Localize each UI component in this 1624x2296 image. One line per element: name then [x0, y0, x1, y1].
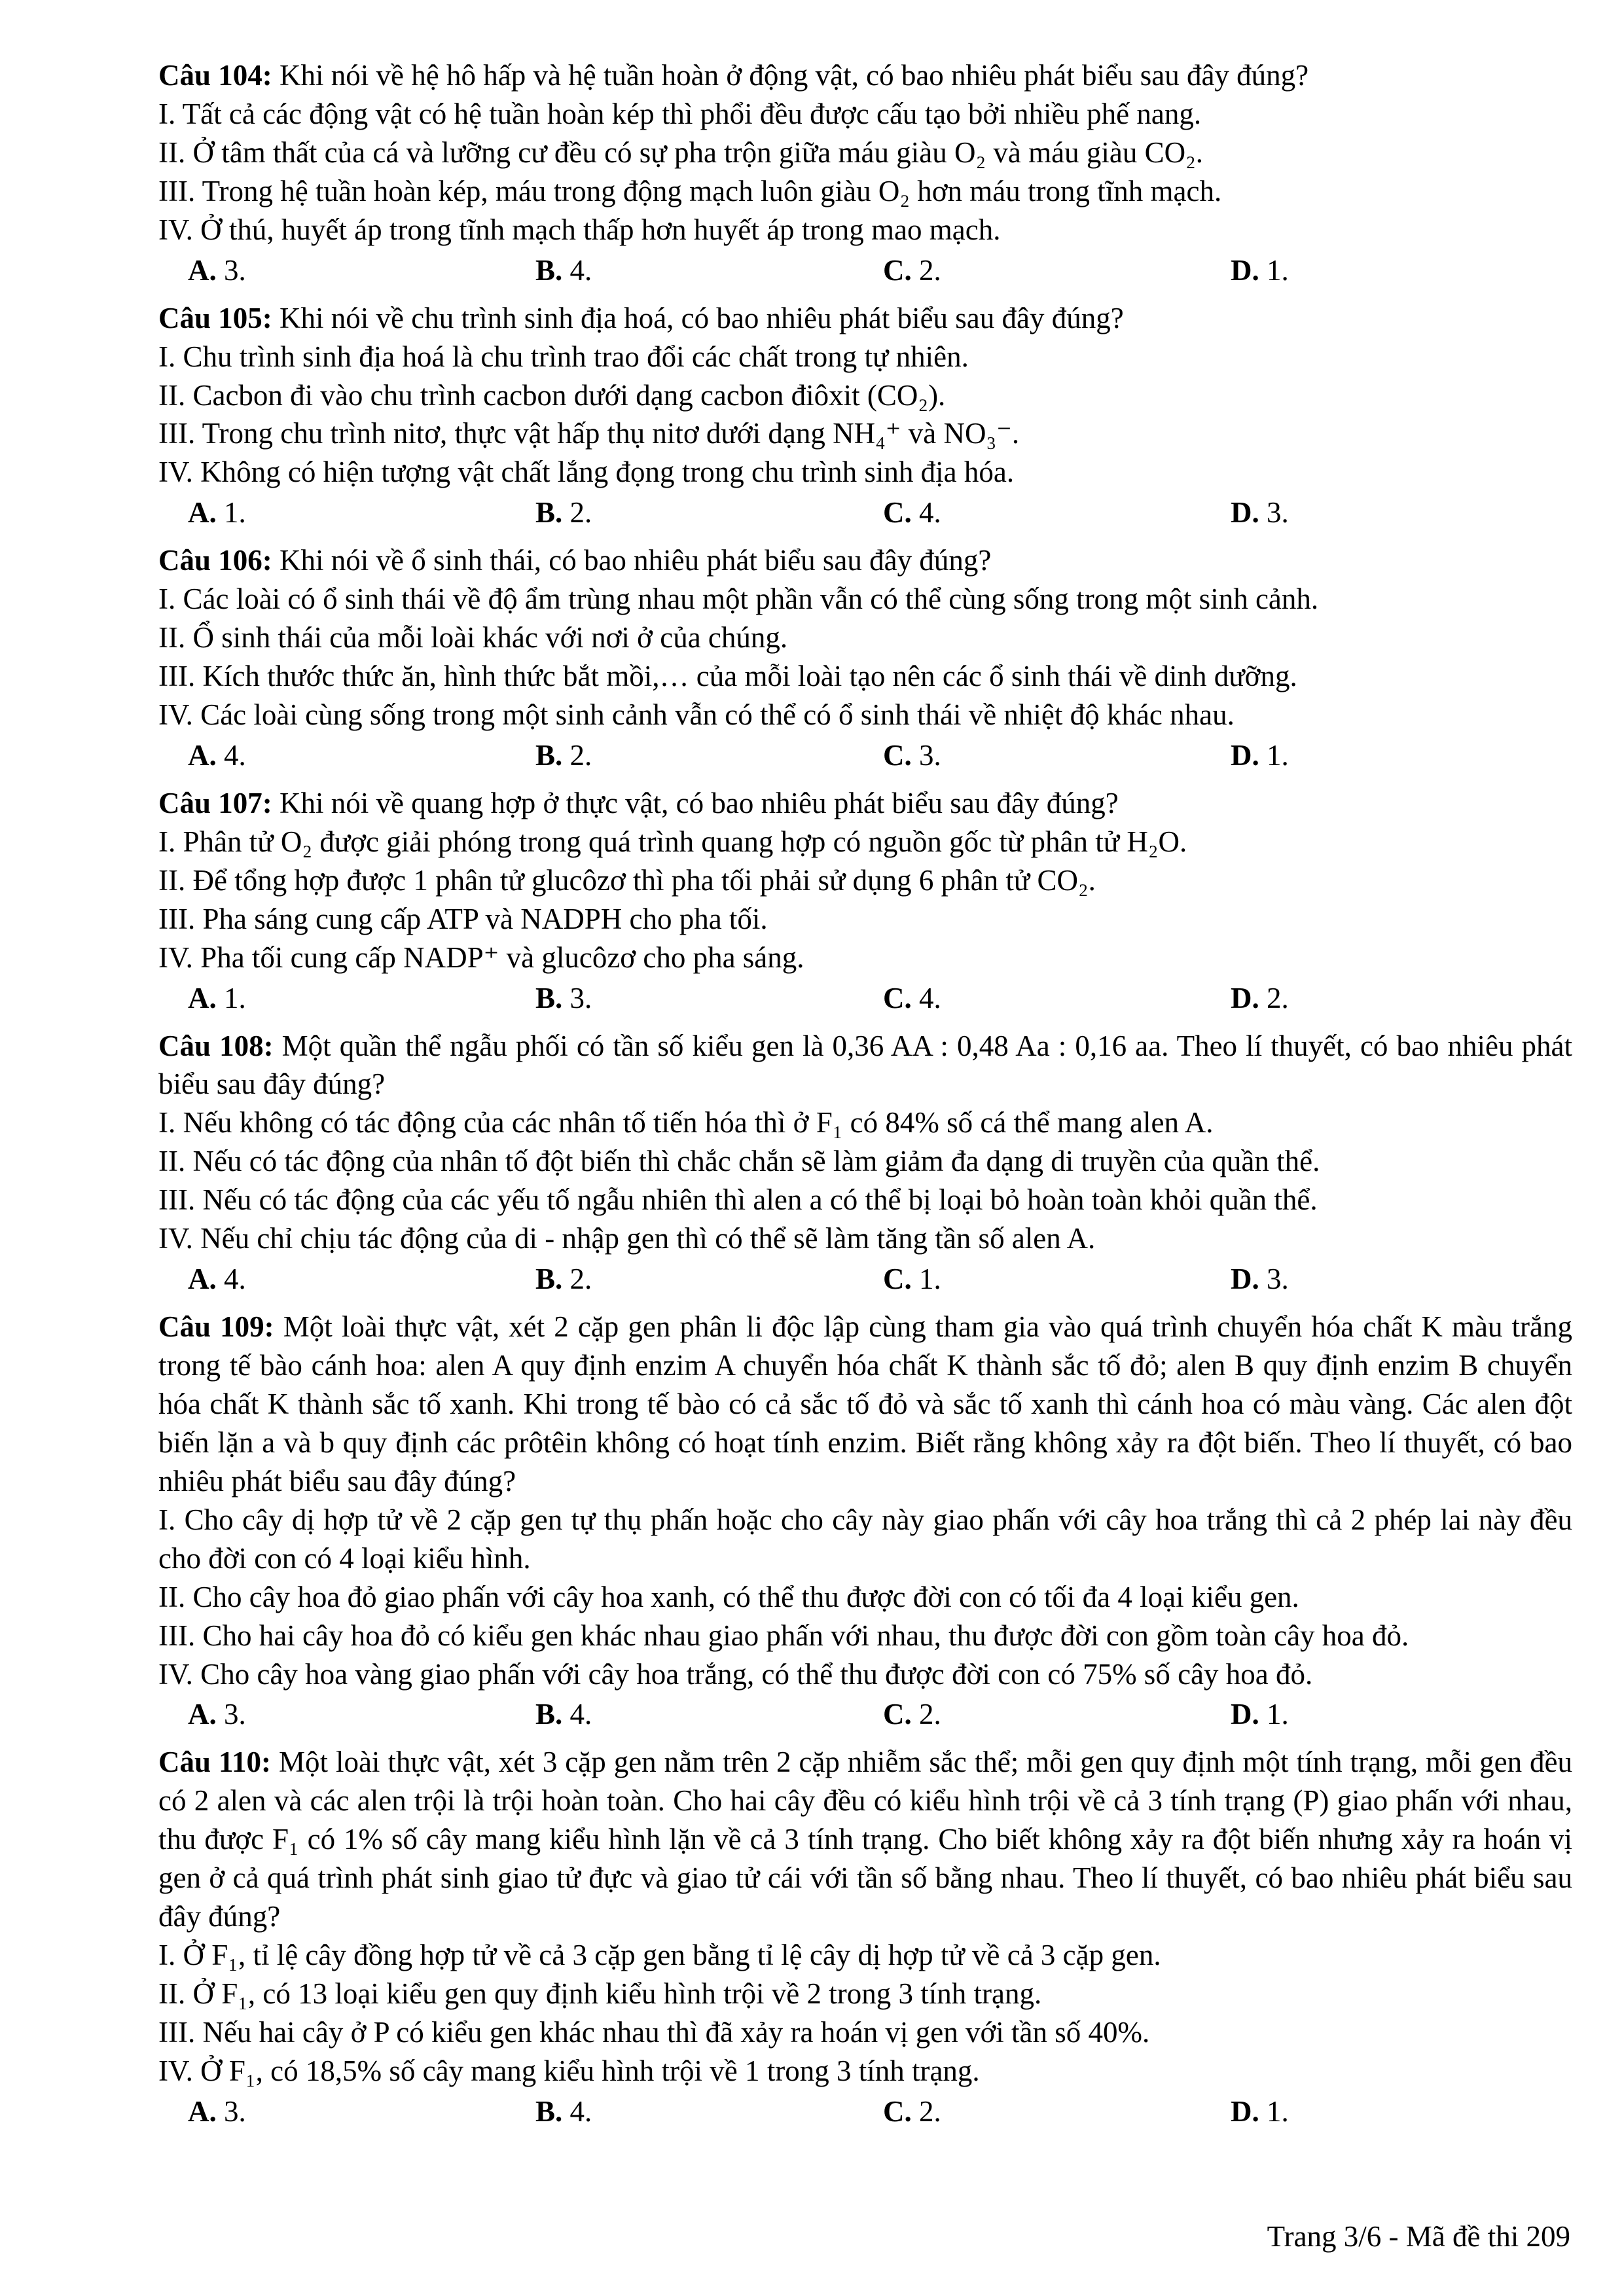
option-value: 4. — [919, 496, 941, 529]
option-value: 4. — [224, 1263, 246, 1296]
option-letter: A. — [188, 981, 217, 1014]
answer-options-row — [158, 1260, 1572, 1299]
statement-2: II. Ổ sinh thái của mỗi loài khác với nơi ở của chúng. — [158, 621, 788, 655]
answer-option-d — [1231, 251, 1492, 290]
statement-3: III. Nếu có tác động của các yếu tố ngẫu nhiên thì alen a có thể bị loại bỏ hoàn toàn khỏi quần thể. — [158, 1183, 1318, 1217]
option-letter: C. — [883, 253, 912, 287]
exam-content — [158, 56, 1572, 2140]
question-number: Câu 107: — [158, 786, 272, 819]
option-value: 1. — [224, 981, 246, 1014]
statement-1: I. Cho cây dị hợp tử về 2 cặp gen tự thụ phấn hoặc cho cây này giao phấn với cây hoa trắng thì cả 2 phép lai này đều cho đời con có 4 loại kiểu hình. — [158, 1503, 1572, 1575]
option-letter: B. — [535, 2094, 563, 2128]
question-109 — [158, 1308, 1572, 1734]
option-value: 1. — [1267, 1698, 1289, 1731]
option-letter: D. — [1231, 496, 1259, 529]
statement-2: II. Cho cây hoa đỏ giao phấn với cây hoa xanh, có thể thu được đời con có tối đa 4 loại kiểu gen. — [158, 1580, 1299, 1613]
question-body: Khi nói về ổ sinh thái, có bao nhiêu phát biểu sau đây đúng? — [280, 544, 992, 577]
question-number: Câu 105: — [158, 301, 272, 334]
question-text — [158, 541, 1572, 580]
question-110 — [158, 1743, 1572, 2130]
option-value: 3. — [919, 738, 941, 772]
option-value: 2. — [919, 1698, 941, 1731]
page-footer: Trang 3/6 - Mã đề thi 209 — [1267, 2220, 1570, 2253]
statement-2: II. Để tổng hợp được 1 phân tử glucôzơ thì pha tối phải sử dụng 6 phân tử CO₂. — [158, 863, 1096, 897]
statement-3: III. Trong hệ tuần hoàn kép, máu trong động mạch luôn giàu O₂ hơn máu trong tĩnh mạch. — [158, 174, 1222, 207]
option-value: 2. — [569, 738, 592, 772]
option-letter: D. — [1231, 253, 1259, 287]
answer-option-d — [1231, 1260, 1492, 1299]
option-letter: B. — [535, 981, 563, 1014]
question-body: Một quần thể ngẫu phối có tần số kiểu gen là 0,36 AA : 0,48 Aa : 0,16 aa. Theo lí thuyết, có bao nhiêu phát biểu sau đây đúng? — [158, 1029, 1572, 1101]
option-letter: C. — [883, 981, 912, 1014]
option-value: 2. — [569, 1263, 592, 1296]
statement-4: IV. Các loài cùng sống trong một sinh cảnh vẫn có thể có ổ sinh thái về nhiệt độ khác nhau. — [158, 698, 1235, 731]
statement-1: I. Chu trình sinh địa hoá là chu trình trao đổi các chất trong tự nhiên. — [158, 340, 969, 373]
question-text — [158, 299, 1572, 338]
option-letter: A. — [188, 738, 217, 772]
answer-options-row — [158, 251, 1572, 290]
option-value: 4. — [224, 738, 246, 772]
statement-1: I. Ở F₁, tỉ lệ cây đồng hợp tử về cả 3 cặp gen bằng tỉ lệ cây dị hợp tử về cả 3 cặp gen. — [158, 1939, 1161, 1972]
answer-option-b — [535, 736, 883, 775]
option-letter: D. — [1231, 2094, 1259, 2128]
option-letter: A. — [188, 2094, 217, 2128]
statement-2: II. Nếu có tác động của nhân tố đột biến thì chắc chắn sẽ làm giảm đa dạng di truyền của quần thể. — [158, 1145, 1320, 1178]
answer-options-row — [158, 736, 1572, 775]
question-text — [158, 1308, 1572, 1501]
answer-option-d — [1231, 2092, 1492, 2131]
option-letter: B. — [535, 738, 563, 772]
statement-4: IV. Ở thú, huyết áp trong tĩnh mạch thấp hơn huyết áp trong mao mạch. — [158, 213, 1001, 246]
answer-option-d — [1231, 1695, 1492, 1734]
answer-options-row — [158, 979, 1572, 1018]
question-text — [158, 1027, 1572, 1104]
option-value: 4. — [919, 981, 941, 1014]
answer-option-c — [883, 493, 1231, 532]
option-value: 3. — [1267, 496, 1289, 529]
answer-option-d — [1231, 736, 1492, 775]
statement-4: IV. Pha tối cung cấp NADP⁺ và glucôzơ cho pha sáng. — [158, 941, 804, 974]
answer-option-a — [188, 979, 535, 1018]
question-105 — [158, 299, 1572, 533]
answer-option-d — [1231, 493, 1492, 532]
answer-option-b — [535, 2092, 883, 2131]
question-text — [158, 1743, 1572, 1936]
question-body: Khi nói về chu trình sinh địa hoá, có bao nhiêu phát biểu sau đây đúng? — [280, 301, 1124, 334]
option-value: 2. — [919, 253, 941, 287]
question-body: Khi nói về hệ hô hấp và hệ tuần hoàn ở động vật, có bao nhiêu phát biểu sau đây đúng? — [280, 59, 1309, 92]
statement-3: III. Pha sáng cung cấp ATP và NADPH cho pha tối. — [158, 902, 768, 935]
answer-options-row — [158, 493, 1572, 532]
answer-option-c — [883, 736, 1231, 775]
option-letter: A. — [188, 1263, 217, 1296]
option-value: 3. — [224, 253, 246, 287]
statement-2: II. Ở tâm thất của cá và lưỡng cư đều có sự pha trộn giữa máu giàu O₂ và máu giàu CO₂. — [158, 135, 1204, 169]
answer-option-c — [883, 2092, 1231, 2131]
option-letter: B. — [535, 1263, 563, 1296]
option-value: 1. — [919, 1263, 941, 1296]
option-value: 1. — [1267, 738, 1289, 772]
option-value: 4. — [569, 253, 592, 287]
statement-1: I. Các loài có ổ sinh thái về độ ẩm trùng nhau một phần vẫn có thể cùng sống trong một sinh cảnh. — [158, 583, 1319, 616]
option-letter: D. — [1231, 1263, 1259, 1296]
option-letter: D. — [1231, 981, 1259, 1014]
question-number: Câu 108: — [158, 1029, 274, 1062]
answer-option-a — [188, 736, 535, 775]
question-body: Khi nói về quang hợp ở thực vật, có bao nhiêu phát biểu sau đây đúng? — [280, 786, 1119, 819]
option-value: 4. — [569, 2094, 592, 2128]
statement-1: I. Tất cả các động vật có hệ tuần hoàn kép thì phổi đều được cấu tạo bởi nhiều phế nang. — [158, 97, 1202, 130]
question-number: Câu 109: — [158, 1310, 274, 1344]
answer-option-a — [188, 493, 535, 532]
statement-2: II. Cacbon đi vào chu trình cacbon dưới dạng cacbon điôxit (CO₂). — [158, 378, 946, 412]
statement-4: IV. Ở F₁, có 18,5% số cây mang kiểu hình trội về 1 trong 3 tính trạng. — [158, 2054, 980, 2087]
option-letter: B. — [535, 1698, 563, 1731]
question-104 — [158, 56, 1572, 290]
option-letter: C. — [883, 2094, 912, 2128]
option-value: 3. — [224, 2094, 246, 2128]
statement-4: IV. Không có hiện tượng vật chất lắng đọng trong chu trình sinh địa hóa. — [158, 456, 1015, 489]
answer-option-a — [188, 251, 535, 290]
option-letter: D. — [1231, 738, 1259, 772]
answer-option-b — [535, 979, 883, 1018]
statement-2: II. Ở F₁, có 13 loại kiểu gen quy định kiểu hình trội về 2 trong 3 tính trạng. — [158, 1977, 1042, 2010]
option-value: 2. — [569, 496, 592, 529]
answer-option-c — [883, 1695, 1231, 1734]
statement-3: III. Nếu hai cây ở P có kiểu gen khác nhau thì đã xảy ra hoán vị gen với tần số 40%. — [158, 2015, 1150, 2049]
question-number: Câu 106: — [158, 544, 272, 577]
answer-options-row — [158, 1695, 1572, 1734]
question-108 — [158, 1027, 1572, 1299]
option-value: 4. — [569, 1698, 592, 1731]
option-letter: A. — [188, 253, 217, 287]
answer-options-row — [158, 2092, 1572, 2131]
option-value: 1. — [224, 496, 246, 529]
question-text — [158, 784, 1572, 823]
option-letter: A. — [188, 1698, 217, 1731]
option-value: 2. — [919, 2094, 941, 2128]
question-number: Câu 110: — [158, 1746, 271, 1779]
statement-3: III. Kích thước thức ăn, hình thức bắt mồi,… của mỗi loài tạo nên các ổ sinh thái về dinh dưỡng. — [158, 660, 1297, 693]
question-body: Một loài thực vật, xét 2 cặp gen phân li độc lập cùng tham gia vào quá trình chuyển hóa chất K màu trắng trong tế bào cánh hoa: alen A quy định enzim A chuyển hóa chất K thành sắc tố đỏ; alen B quy định enzim B chuyển hóa chất K thành sắc tố xanh. Khi trong tế bào có cả sắc tố đỏ và sắc tố xanh thì cánh hoa có màu vàng. Các alen đột biến lặn a và b quy định các prôtêin không có hoạt tính enzim. Biết rằng không xảy ra đột biến. Theo lí thuyết, có bao nhiêu phát biểu sau đây đúng? — [158, 1310, 1573, 1498]
answer-option-c — [883, 251, 1231, 290]
option-value: 1. — [1267, 253, 1289, 287]
statement-3: III. Cho hai cây hoa đỏ có kiểu gen khác nhau giao phấn với nhau, thu được đời con gồm toàn cây hoa đỏ. — [158, 1619, 1409, 1652]
answer-option-a — [188, 1695, 535, 1734]
option-value: 2. — [1267, 981, 1289, 1014]
statement-1: I. Nếu không có tác động của các nhân tố tiến hóa thì ở F₁ có 84% số cá thể mang alen A. — [158, 1106, 1214, 1139]
answer-option-a — [188, 2092, 535, 2131]
question-body: Một loài thực vật, xét 3 cặp gen nằm trên 2 cặp nhiễm sắc thể; mỗi gen quy định một tính trạng, mỗi gen đều có 2 alen và các alen trội là trội hoàn toàn. Cho hai cây đều có kiểu hình trội về cả 3 tính trạng (P) giao phấn với nhau, thu được F₁ có 1% số cây mang kiểu hình lặn về cả 3 tính trạng. Cho biết không xảy ra đột biến nhưng xảy ra hoán vị gen ở cả quá trình phát sinh giao tử đực và giao tử cái với tần số bằng nhau. Theo lí thuyết, có bao nhiêu phát biểu sau đây đúng? — [158, 1746, 1573, 1933]
option-letter: C. — [883, 496, 912, 529]
option-letter: C. — [883, 738, 912, 772]
answer-option-d — [1231, 979, 1492, 1018]
statement-4: IV. Cho cây hoa vàng giao phấn với cây hoa trắng, có thể thu được đời con có 75% số cây hoa đỏ. — [158, 1657, 1313, 1691]
answer-option-b — [535, 493, 883, 532]
answer-option-b — [535, 251, 883, 290]
option-letter: B. — [535, 496, 563, 529]
statement-4: IV. Nếu chỉ chịu tác động của di - nhập gen thì có thể sẽ làm tăng tần số alen A. — [158, 1222, 1096, 1255]
answer-option-c — [883, 1260, 1231, 1299]
answer-option-b — [535, 1695, 883, 1734]
question-106 — [158, 541, 1572, 775]
answer-option-a — [188, 1260, 535, 1299]
question-107 — [158, 784, 1572, 1018]
option-value: 3. — [569, 981, 592, 1014]
option-letter: C. — [883, 1263, 912, 1296]
option-value: 3. — [224, 1698, 246, 1731]
option-letter: C. — [883, 1698, 912, 1731]
answer-option-c — [883, 979, 1231, 1018]
option-letter: B. — [535, 253, 563, 287]
option-letter: D. — [1231, 1698, 1259, 1731]
answer-option-b — [535, 1260, 883, 1299]
statement-1: I. Phân tử O₂ được giải phóng trong quá trình quang hợp có nguồn gốc từ phân tử H₂O. — [158, 825, 1187, 858]
option-value: 1. — [1267, 2094, 1289, 2128]
question-number: Câu 104: — [158, 59, 272, 92]
option-letter: A. — [188, 496, 217, 529]
question-text — [158, 56, 1572, 95]
statement-3: III. Trong chu trình nitơ, thực vật hấp thụ nitơ dưới dạng NH₄⁺ và NO₃⁻. — [158, 417, 1020, 450]
option-value: 3. — [1267, 1263, 1289, 1296]
